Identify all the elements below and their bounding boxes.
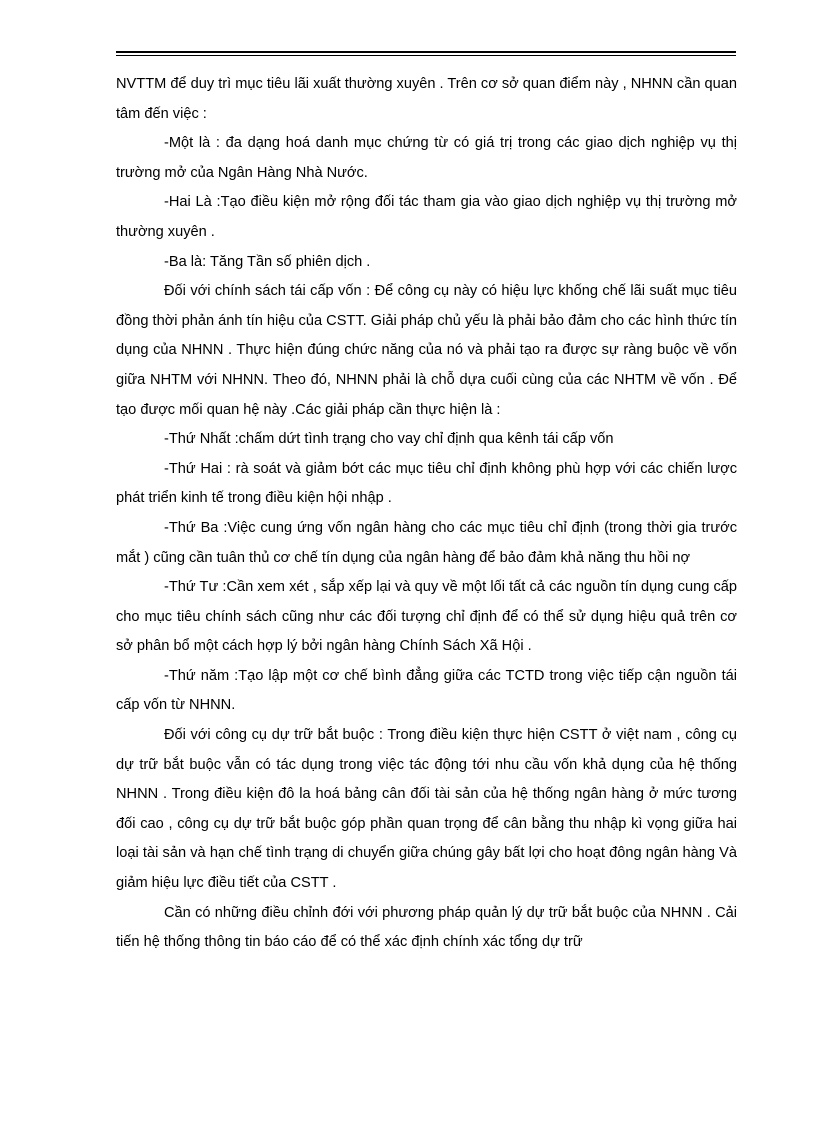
paragraph: -Ba là: Tăng Tần số phiên dịch .: [164, 253, 371, 270]
body-text: [116, 70, 737, 958]
paragraph: -Thứ Ba :Việc cung ứng vốn ngân hàng cho các mục tiêu chỉ định (trong thời gia trước mắt ) cũng cần tuân thủ cơ chế tín dụng của ngân hàng để bảo đảm khả năng thu hồi nợ: [116, 519, 737, 566]
paragraph: -Một là : đa dạng hoá danh mục chứng từ có giá trị trong các giao dịch nghiệp vụ thị trường mở của Ngân Hàng Nhà Nước.: [116, 135, 737, 181]
header-rule-thin: [116, 55, 736, 56]
paragraph: Cần có những điều chỉnh đới với phương pháp quản lý dự trữ bắt buộc của NHNN . Cải tiến hệ thống thông tin báo cáo để có thể xác định chính xác tổng dự trữ: [116, 904, 737, 951]
paragraph: -Thứ Nhất :chấm dứt tình trạng cho vay chỉ định qua kênh tái cấp vốn: [164, 431, 614, 448]
paragraph: NVTTM để duy trì mục tiêu lãi xuất thường xuyên . Trên cơ sở quan điểm này , NHNN cần quan tâm đến việc :: [116, 76, 737, 122]
header-rule-thick: [116, 51, 736, 53]
paragraph: -Hai Là :Tạo điều kiện mở rộng đối tác tham gia vào giao dịch nghiệp vụ thị trường mở thường xuyên .: [116, 194, 737, 240]
paragraph: Đối với công cụ dự trữ bắt buộc : Trong điều kiện thực hiện CSTT ở việt nam , công cụ dự trữ bắt buộc vẫn có tác dụng trong việc tác động tới nhu cầu vốn khả dụng của hệ thống NHNN . Trong điều kiện đô la hoá bảng cân đối tài sản của hệ thống ngân hàng ở mức tương đối cao , công cụ dự trữ bắt buộc góp phần quan trọng để cân bằng thu nhập kì vọng giữa hai loại tài sản và hạn chế tình trạng di chuyển giữa chúng gây bất lợi cho hoạt đông ngân hàng Và giảm hiệu lực điều tiết của CSTT .: [116, 727, 737, 892]
paragraph: -Thứ năm :Tạo lập một cơ chế bình đẳng giữa các TCTD trong việc tiếp cận nguồn tái cấp vốn từ NHNN.: [116, 667, 737, 714]
paragraph: Đối với chính sách tái cấp vốn : Để công cụ này có hiệu lực khống chế lãi suất mục tiêu đồng thời phản ánh tín hiệu của CSTT. Giải pháp chủ yếu là phải bảo đảm cho các hình thức tín dụng của NHNN . Thực hiện đúng chức năng của nó và phải tạo ra được sự ràng buộc về vốn giữa NHTM với NHNN. Theo đó, NHNN phải là chỗ dựa cuối cùng của các NHTM về vốn . Để tạo được mối quan hệ này .Các giải pháp cần thực hiện là :: [116, 283, 737, 418]
paragraph: -Thứ Hai : rà soát và giảm bớt các mục tiêu chỉ định không phù hợp với các chiến lược phát triển kinh tế trong điều kiện hội nhập .: [116, 460, 737, 507]
paragraph: -Thứ Tư :Cần xem xét , sắp xếp lại và quy về một lối tất cả các nguồn tín dụng cung cấp cho mục tiêu chính sách cũng như các đối tượng chỉ định để có thể sử dụng hiệu quả trên cơ sở phân bổ một cách hợp lý bởi ngân hàng Chính Sách Xã Hội .: [116, 579, 737, 655]
